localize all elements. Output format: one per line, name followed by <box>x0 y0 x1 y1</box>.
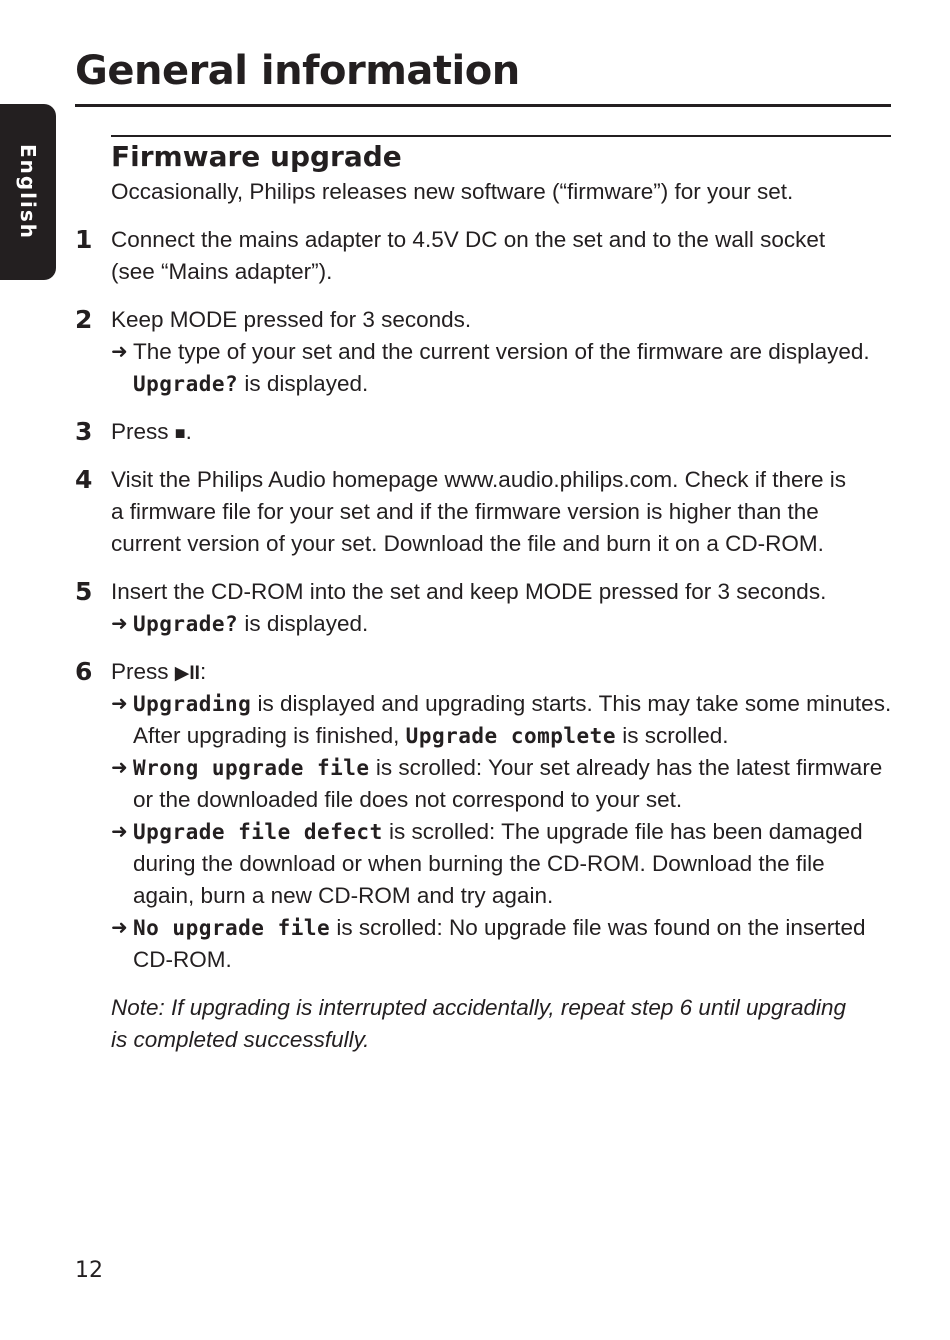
result-arrow-icon: ➜ <box>111 693 128 715</box>
result-tail: is scrolled. <box>615 723 729 748</box>
result-text <box>133 608 368 640</box>
result-text: or the downloaded file does not correspond to your set. <box>133 787 683 812</box>
result-text: The type of your set and the current version of the firmware are displayed. <box>133 339 870 364</box>
result-pre: After upgrading is finished, <box>133 723 406 748</box>
step-number: 3 <box>75 417 93 446</box>
step-text: Connect the mains adapter to 4.5V DC on the set and to the wall socket <box>111 227 826 252</box>
step-number: 2 <box>75 305 93 334</box>
lcd-text: Upgrade? <box>133 372 239 396</box>
result-arrow-icon: ➜ <box>111 613 128 635</box>
step-text: Insert the CD-ROM into the set and keep MODE pressed for 3 seconds. <box>111 579 827 604</box>
lcd-text: Upgrading <box>133 692 252 716</box>
step-text-end: . <box>185 419 192 444</box>
title-divider <box>75 104 891 107</box>
result-arrow-icon: ➜ <box>111 757 128 779</box>
result-text: CD-ROM. <box>133 947 232 972</box>
step-number: 4 <box>75 465 93 494</box>
result-arrow-icon: ➜ <box>111 821 128 843</box>
language-tab-label: English <box>16 143 40 241</box>
step-text: Keep MODE pressed for 3 seconds. <box>111 307 472 332</box>
result-tail: is displayed. <box>238 371 369 396</box>
step-text <box>111 656 206 690</box>
result-text: during the download or when burning the CD-ROM. Download the file <box>133 851 825 876</box>
result-text <box>133 816 863 848</box>
step-text: current version of your set. Download the file and burn it on a CD-ROM. <box>111 531 824 556</box>
step-text-end: : <box>199 659 207 684</box>
result-tail: is scrolled: The upgrade file has been damaged <box>382 819 863 844</box>
lcd-text: Upgrade? <box>133 612 239 636</box>
play-pause-icon: ▶II <box>174 663 200 684</box>
section-divider <box>111 135 891 137</box>
result-text <box>133 720 729 752</box>
language-tab <box>0 104 56 280</box>
note-text: Note: If upgrading is interrupted accidentally, repeat step 6 until upgrading <box>111 995 847 1020</box>
result-tail: is scrolled: Your set already has the latest firmware <box>369 755 883 780</box>
lcd-text: Upgrade complete <box>405 724 616 748</box>
note-text: is completed successfully. <box>111 1027 370 1052</box>
page-number: 12 <box>75 1258 103 1283</box>
step-text-part: Press <box>111 659 175 684</box>
step-text <box>111 416 192 449</box>
step-text: Visit the Philips Audio homepage www.audio.philips.com. Check if there is <box>111 467 846 492</box>
result-text <box>133 368 368 400</box>
result-text <box>133 688 891 720</box>
result-tail: is displayed and upgrading starts. This may take some minutes. <box>251 691 892 716</box>
result-arrow-icon: ➜ <box>111 341 128 363</box>
result-text: again, burn a new CD-ROM and try again. <box>133 883 554 908</box>
lcd-text: Upgrade file defect <box>133 820 383 844</box>
step-number: 1 <box>75 225 93 254</box>
stop-icon: ■ <box>174 423 186 443</box>
result-text <box>133 752 882 784</box>
step-text-part: Press <box>111 419 175 444</box>
step-text: a firmware file for your set and if the firmware version is higher than the <box>111 499 819 524</box>
page-title: General information <box>75 48 520 94</box>
result-tail: is scrolled: No upgrade file was found on the inserted <box>330 915 866 940</box>
lcd-text: Wrong upgrade file <box>133 756 370 780</box>
result-text <box>133 912 865 944</box>
step-number: 6 <box>75 657 93 686</box>
step-number: 5 <box>75 577 93 606</box>
section-intro: Occasionally, Philips releases new software (“firmware”) for your set. <box>111 179 794 204</box>
section-title: Firmware upgrade <box>111 140 402 173</box>
result-tail: is displayed. <box>238 611 369 636</box>
lcd-text: No upgrade file <box>133 916 331 940</box>
step-text: (see “Mains adapter”). <box>111 259 333 284</box>
result-arrow-icon: ➜ <box>111 917 128 939</box>
